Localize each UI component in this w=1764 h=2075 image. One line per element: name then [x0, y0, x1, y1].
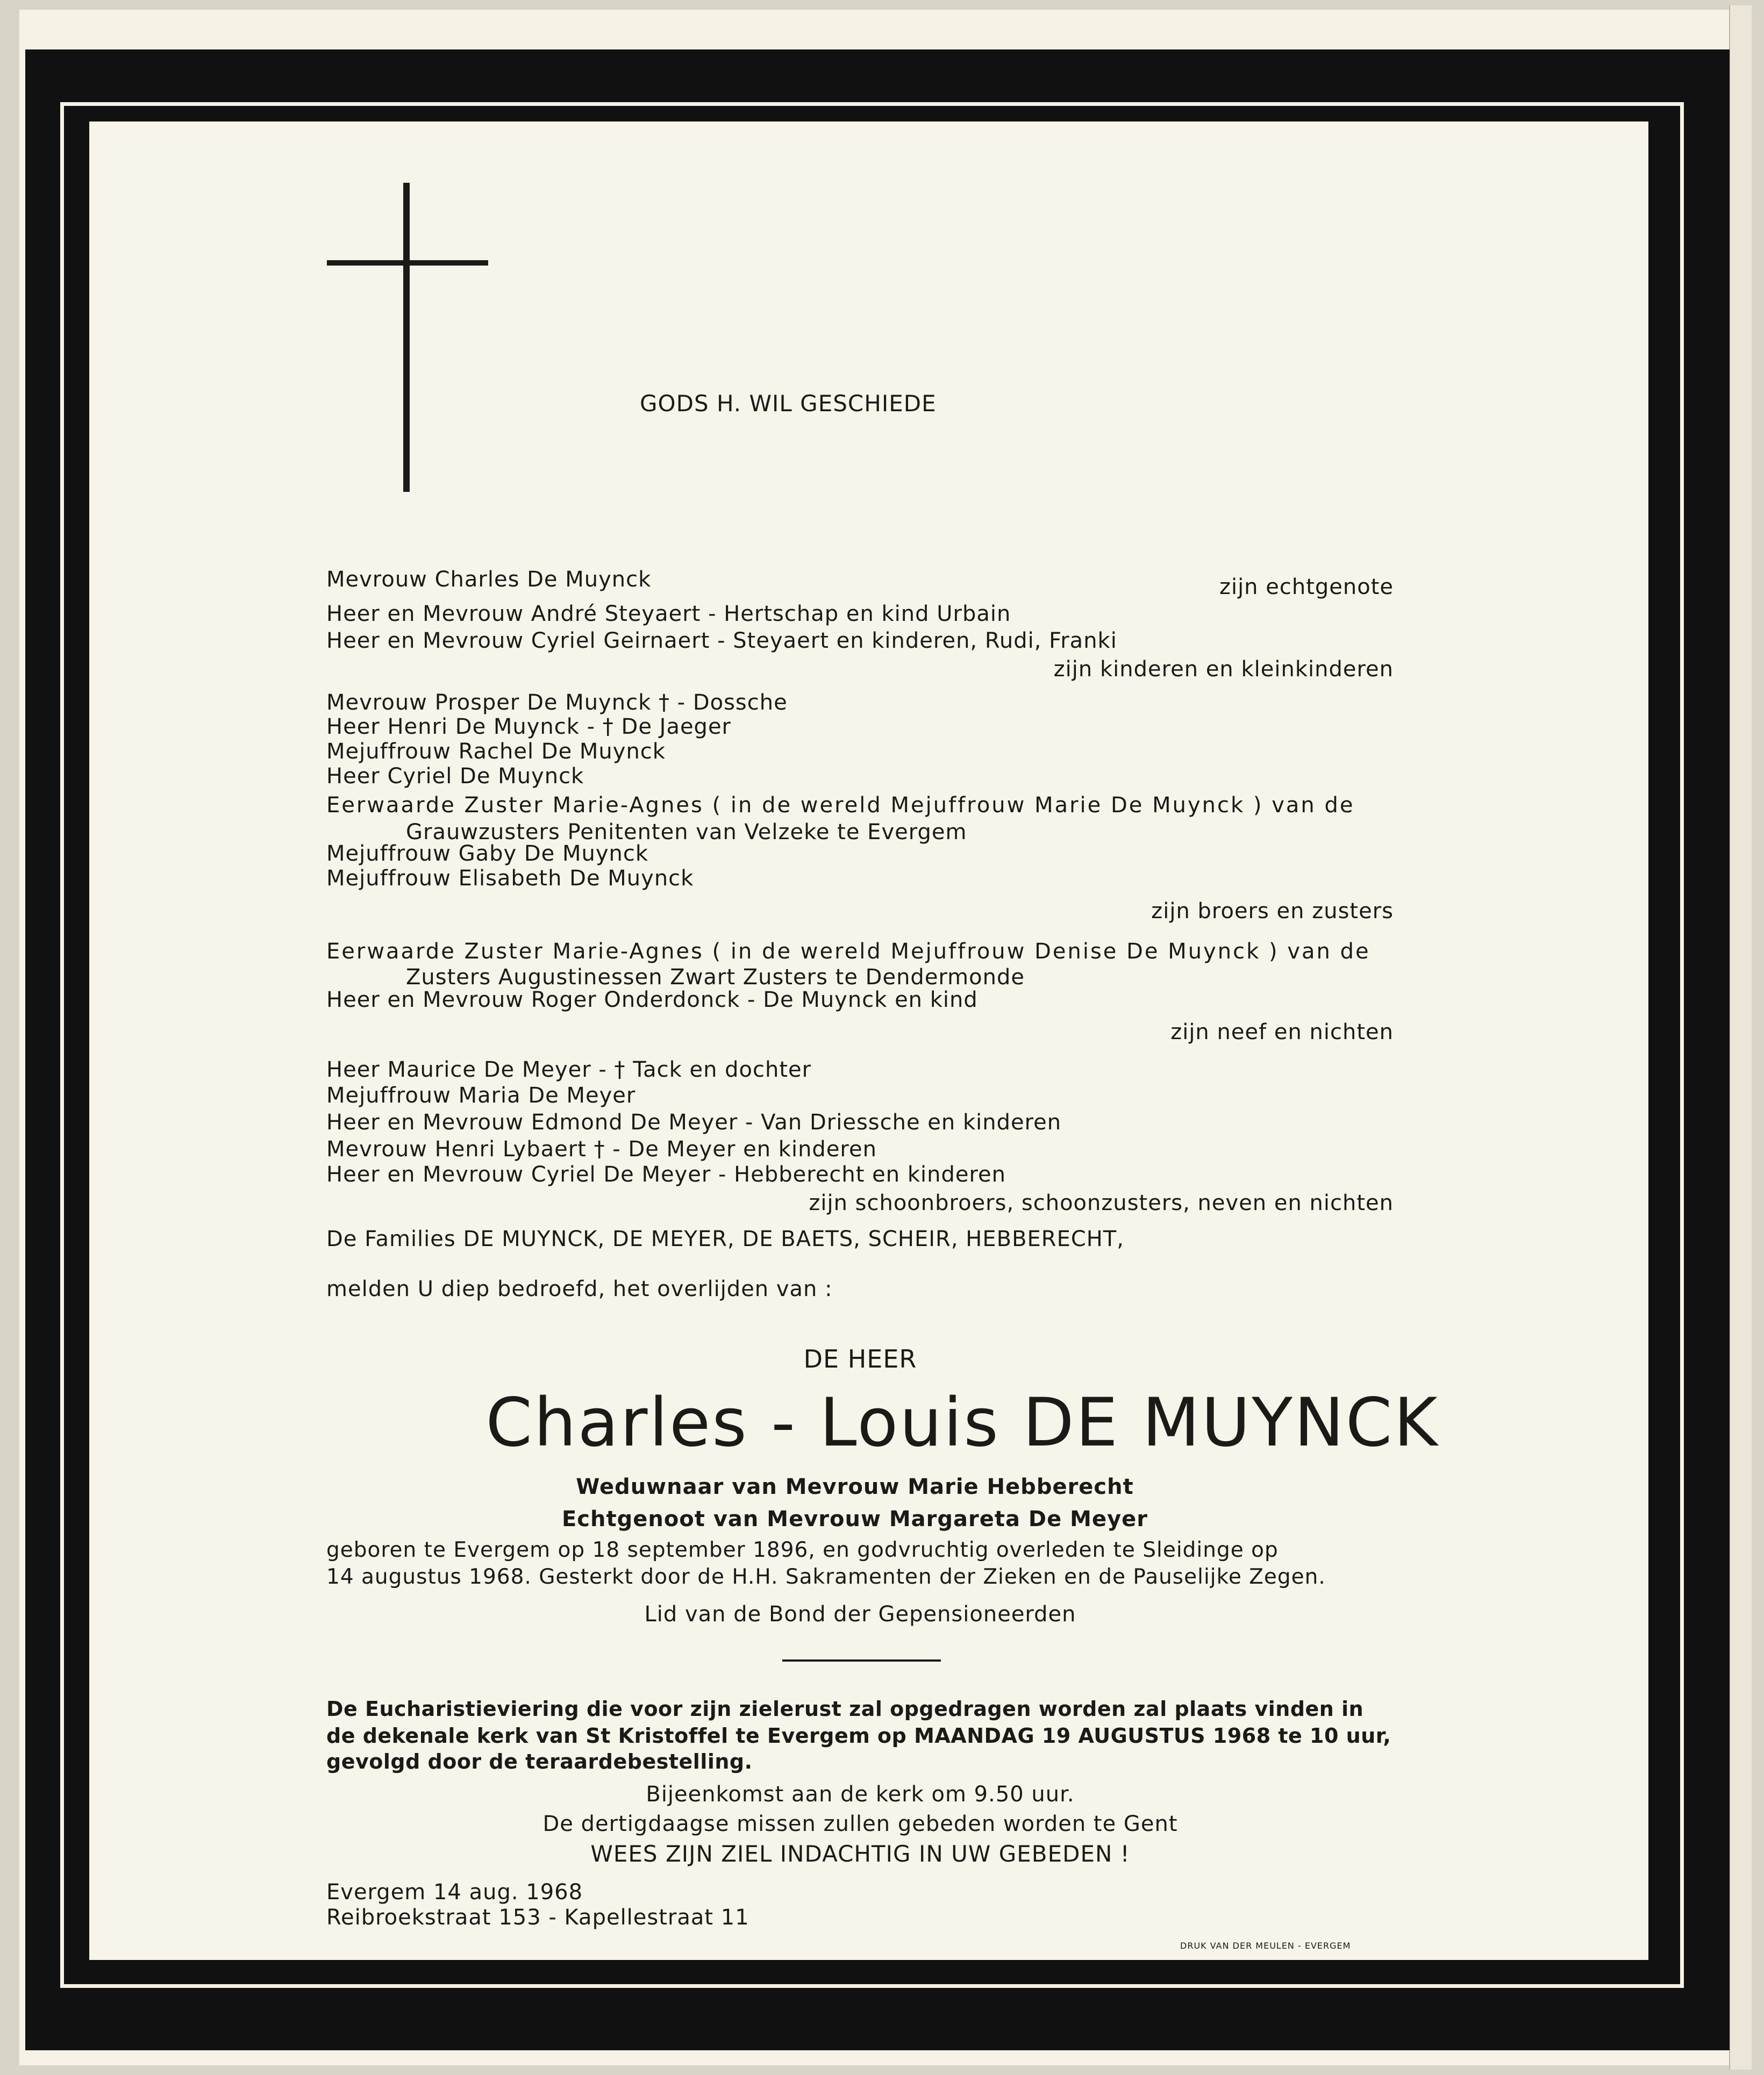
nephews-relation: zijn neef en nichten	[1170, 1020, 1394, 1044]
deceased-title: DE HEER	[803, 1344, 917, 1373]
nephew-line: Heer en Mevrouw Roger Onderdonck - De Muynck en kind	[326, 988, 978, 1012]
place-date: Evergem 14 aug. 1968	[326, 1880, 583, 1905]
birth-line: 14 augustus 1968. Gesterkt door de H.H. Sakramenten der Zieken en de Pauselijke Zegen.	[326, 1565, 1326, 1589]
child-line: Heer en Mevrouw André Steyaert - Hertschap en kind Urbain	[326, 602, 1011, 626]
service-line: De Eucharistieviering die voor zijn zielerust zal opgedragen worden zal plaats vinden in	[326, 1697, 1364, 1721]
announcement: melden U diep bedroefd, het overlijden van :	[326, 1277, 833, 1301]
nephew-line: Eerwaarde Zuster Marie-Agnes ( in de wereld Mejuffrouw Denise De Muynck ) van de	[326, 939, 1370, 964]
printer-credit: DRUK VAN DER MEULEN - EVERGEM	[1180, 1941, 1351, 1951]
inlaw-line: Heer en Mevrouw Cyriel De Meyer - Hebberecht en kinderen	[326, 1162, 1006, 1187]
cross-icon-bar	[327, 260, 488, 266]
sibling-line: Heer Cyriel De Muynck	[326, 764, 584, 789]
spouse-name: Mevrouw Charles De Muynck	[326, 567, 652, 592]
sibling-line: Heer Henri De Muynck - † De Jaeger	[326, 714, 732, 739]
service-line: de dekenale kerk van St Kristoffel te Evergem op MAANDAG 19 AUGUSTUS 1968 te 10 uur,	[326, 1724, 1391, 1748]
heading: GODS H. WIL GESCHIEDE	[640, 390, 937, 417]
address: Reibroekstraat 153 - Kapellestraat 11	[326, 1905, 749, 1930]
deceased-name: Charles - Louis DE MUYNCK	[485, 1384, 1439, 1462]
widower-line: Weduwnaar van Mevrouw Marie Hebberecht	[576, 1475, 1134, 1499]
sibling-line: Mejuffrouw Rachel De Muynck	[326, 739, 666, 764]
families-line: De Families DE MUYNCK, DE MEYER, DE BAETS, SCHEIR, HEBBERECHT,	[326, 1227, 1125, 1251]
inlaws-relation: zijn schoonbroers, schoonzusters, neven en nichten	[809, 1191, 1394, 1215]
inlaw-line: Mejuffrouw Maria De Meyer	[326, 1083, 636, 1108]
service-line: gevolgd door de teraardebestelling.	[326, 1750, 753, 1773]
sibling-line-cont: Grauwzusters Penitenten van Velzeke te Evergem	[406, 820, 967, 845]
inlaw-line: Heer Maurice De Meyer - † Tack en dochter	[326, 1057, 812, 1082]
spouse-relation: zijn echtgenote	[1219, 575, 1394, 599]
divider	[782, 1659, 941, 1662]
cross-icon	[403, 183, 410, 492]
sibling-line: Mevrouw Prosper De Muynck † - Dossche	[326, 690, 788, 715]
inlaw-line: Mevrouw Henri Lybaert † - De Meyer en kinderen	[326, 1137, 877, 1162]
masses-line: De dertigdaagse missen zullen gebeden worden te Gent	[542, 1812, 1178, 1836]
inlaw-line: Heer en Mevrouw Edmond De Meyer - Van Driessche en kinderen	[326, 1110, 1062, 1135]
spouse-line: Echtgenoot van Mevrouw Margareta De Meyer	[561, 1507, 1148, 1532]
folded-edge	[1729, 5, 1752, 2070]
sibling-line: Eerwaarde Zuster Marie-Agnes ( in de wereld Mejuffrouw Marie De Muynck ) van de	[326, 793, 1355, 818]
siblings-relation: zijn broers en zusters	[1151, 899, 1394, 924]
prayer-line: WEES ZIJN ZIEL INDACHTIG IN UW GEBEDEN !	[590, 1841, 1130, 1867]
nephew-line-cont: Zusters Augustinessen Zwart Zusters te Dendermonde	[406, 965, 1025, 990]
birth-line: geboren te Evergem op 18 september 1896, en godvruchtig overleden te Sleidinge op	[326, 1538, 1279, 1562]
child-line: Heer en Mevrouw Cyriel Geirnaert - Steyaert en kinderen, Rudi, Franki	[326, 628, 1117, 653]
membership: Lid van de Bond der Gepensioneerden	[644, 1602, 1076, 1627]
gathering-time: Bijeenkomst aan de kerk om 9.50 uur.	[646, 1782, 1075, 1807]
children-relation: zijn kinderen en kleinkinderen	[1053, 657, 1394, 682]
sibling-line: Mejuffrouw Elisabeth De Muynck	[326, 866, 694, 891]
sibling-line: Mejuffrouw Gaby De Muynck	[326, 841, 649, 866]
